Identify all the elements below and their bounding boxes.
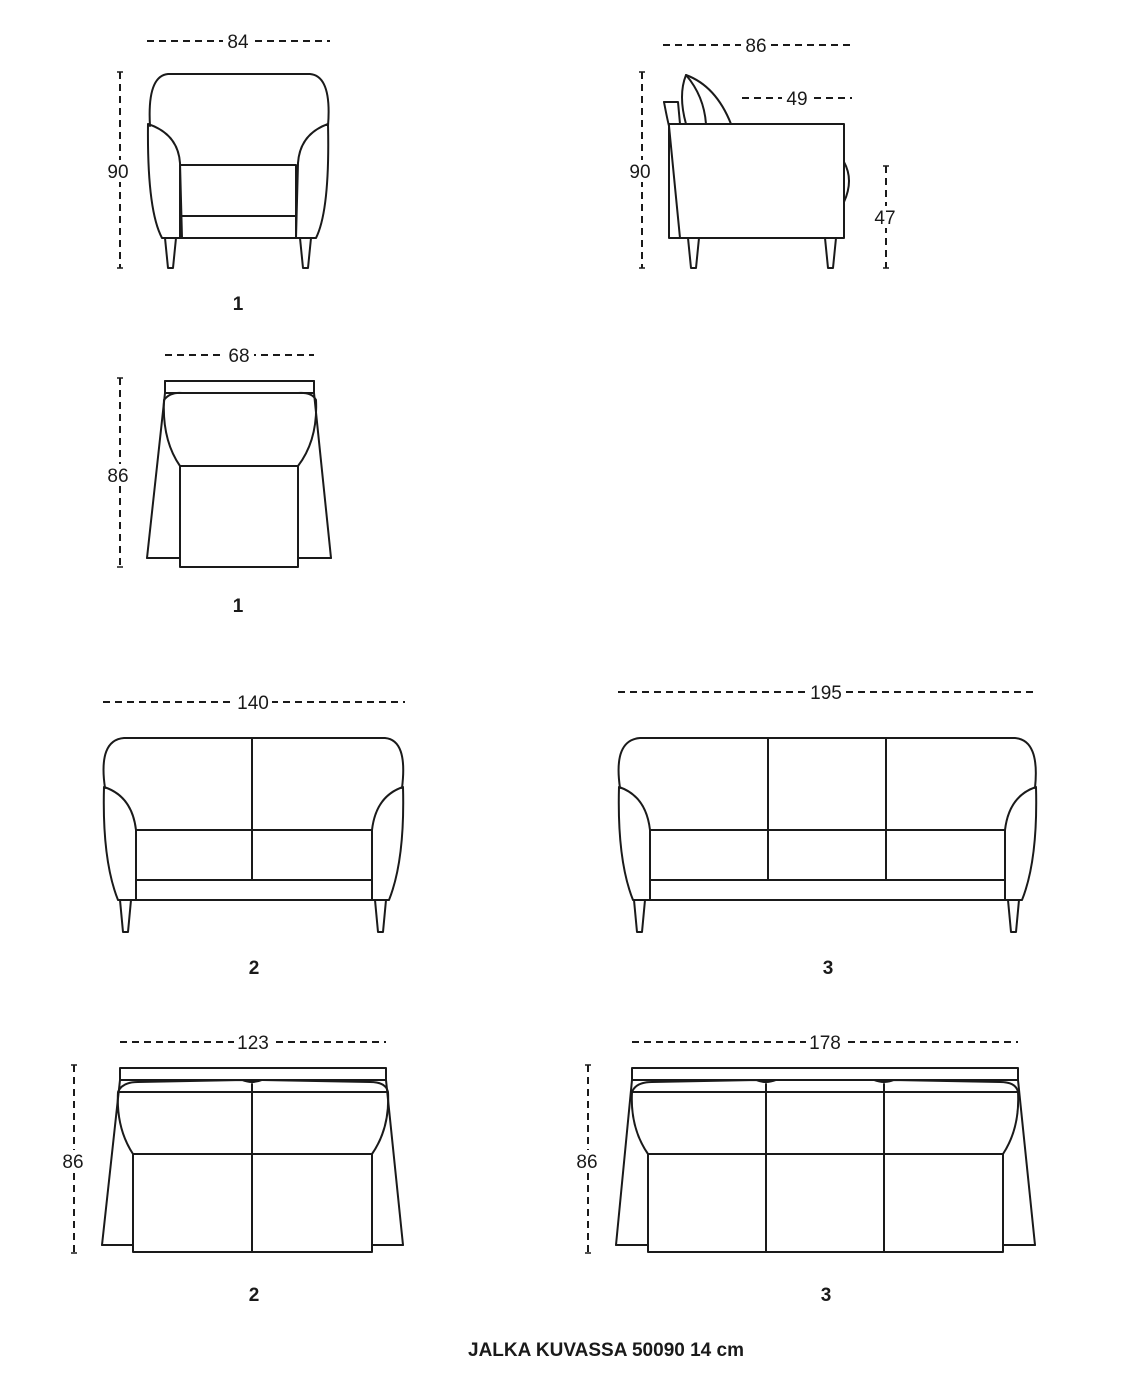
left-leg — [634, 900, 645, 932]
left-armrest — [619, 787, 650, 900]
caption: 1 — [232, 596, 244, 617]
back-cushion — [164, 393, 316, 466]
caption: 1 — [232, 294, 244, 315]
seat-cushion — [180, 165, 296, 216]
height-label: 86 — [62, 1152, 84, 1173]
caption: 3 — [822, 958, 834, 979]
width-label: 68 — [228, 346, 250, 367]
sofa-backrest — [104, 738, 404, 788]
seat-height-label: 47 — [874, 208, 896, 229]
height-label: 86 — [576, 1152, 598, 1173]
left-side-taper — [616, 1080, 632, 1245]
width-label: 195 — [810, 683, 842, 704]
front-leg — [825, 238, 836, 268]
top-rail — [632, 1068, 1018, 1080]
sofa2-front-view — [103, 692, 405, 979]
width-label: 84 — [227, 32, 249, 53]
chair-body-side — [669, 124, 844, 238]
sofa3-front-view — [618, 682, 1037, 979]
height-label: 90 — [107, 162, 129, 183]
height-label: 86 — [107, 466, 129, 487]
armchair-top-view — [104, 345, 331, 617]
caption: 3 — [820, 1285, 832, 1306]
seat-depth-label: 49 — [786, 89, 808, 110]
left-armrest — [104, 787, 136, 900]
seat-base — [650, 880, 1005, 900]
width-label: 123 — [237, 1033, 269, 1054]
right-leg — [300, 238, 311, 268]
armchair-side-view — [626, 35, 900, 268]
rear-leg — [688, 238, 699, 268]
armchair-front-view — [104, 31, 330, 315]
width-label: 178 — [809, 1033, 841, 1054]
right-leg — [375, 900, 386, 932]
seat-cushions — [136, 830, 372, 880]
sofa3-back-view — [572, 1032, 1035, 1306]
right-armrest — [372, 787, 403, 900]
right-side-taper — [1018, 1080, 1035, 1245]
depth-label: 86 — [745, 36, 767, 57]
right-armrest — [296, 124, 328, 238]
caption: 2 — [248, 1285, 260, 1306]
left-leg — [165, 238, 176, 268]
seat-cushions — [650, 830, 1005, 880]
right-leg — [1008, 900, 1019, 932]
chair-backrest — [150, 74, 329, 126]
left-side-taper — [147, 381, 165, 558]
seat-block — [648, 1154, 1003, 1252]
top-rail — [120, 1068, 386, 1080]
sofa2-back-view — [58, 1032, 403, 1306]
right-armrest — [1005, 787, 1036, 900]
sofa-backrest — [619, 738, 1036, 788]
left-leg — [120, 900, 131, 932]
seat-base — [180, 216, 296, 238]
caption: 2 — [248, 958, 260, 979]
seat-base — [136, 880, 372, 900]
left-armrest — [148, 124, 182, 238]
backrest-side — [664, 102, 680, 238]
height-label: 90 — [629, 162, 651, 183]
back-pillow-outer — [682, 75, 706, 124]
footer-note: JALKA KUVASSA 50090 14 cm — [468, 1340, 744, 1361]
width-label: 140 — [237, 693, 269, 714]
top-rail — [165, 381, 314, 393]
seat-block — [180, 466, 298, 567]
